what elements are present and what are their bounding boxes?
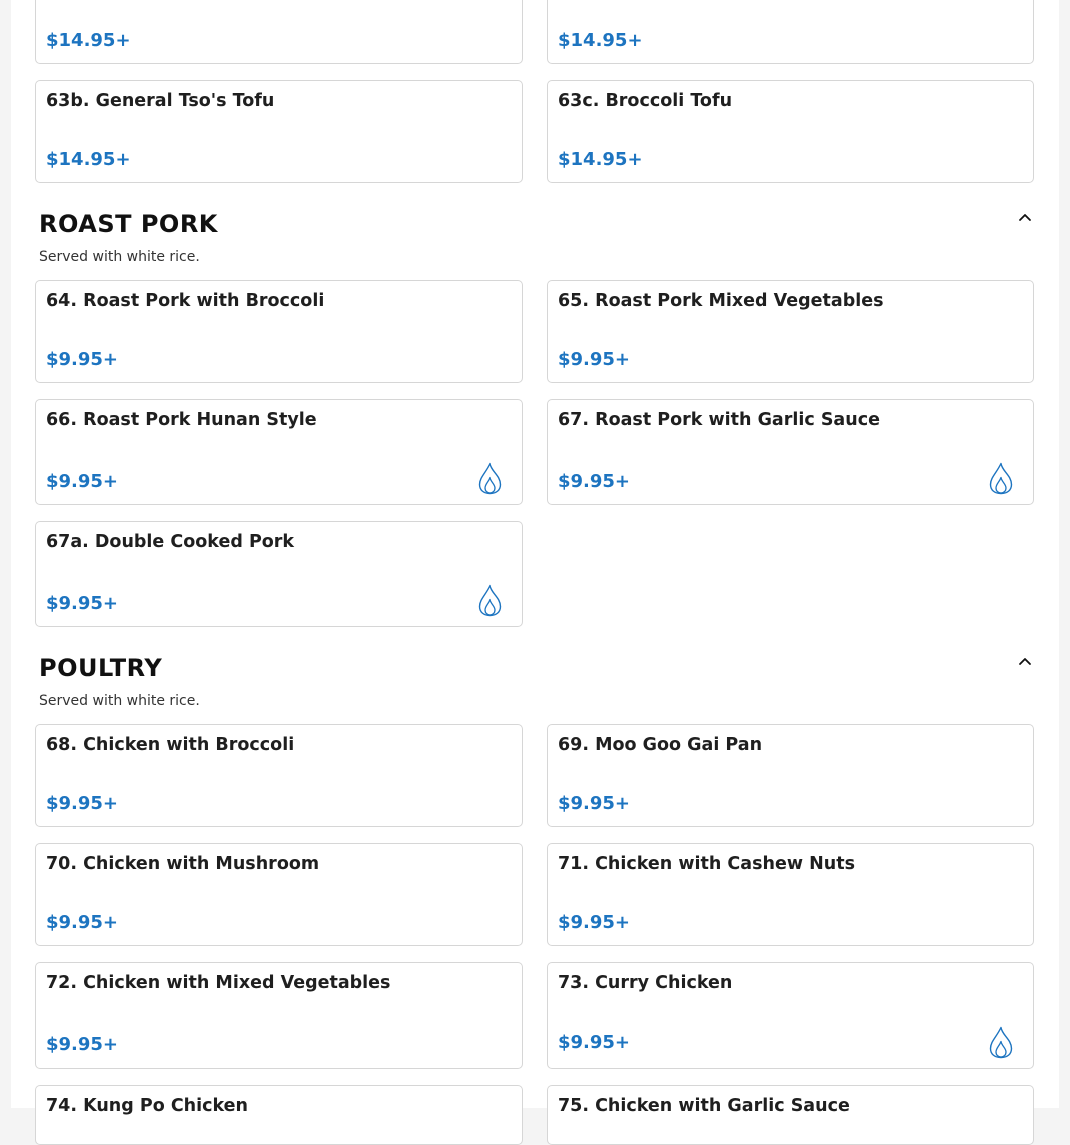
item-price: $14.95+ bbox=[46, 149, 131, 170]
item-price: $9.95+ bbox=[558, 793, 631, 814]
item-price: $9.95+ bbox=[46, 471, 119, 492]
flame-icon bbox=[987, 462, 1015, 495]
item-name: 68. Chicken with Broccoli bbox=[46, 735, 295, 755]
collapse-roast-pork-button[interactable] bbox=[1013, 205, 1037, 229]
chevron-up-icon bbox=[1017, 209, 1033, 225]
collapse-poultry-button[interactable] bbox=[1013, 649, 1037, 673]
menu-item-card[interactable] bbox=[547, 724, 1034, 827]
item-price: $9.95+ bbox=[46, 912, 119, 933]
item-name: 75. Chicken with Garlic Sauce bbox=[558, 1096, 850, 1116]
menu-item-card[interactable] bbox=[547, 80, 1034, 183]
menu-item-card[interactable] bbox=[35, 724, 523, 827]
flame-icon bbox=[987, 1026, 1015, 1059]
item-name: 63b. General Tso's Tofu bbox=[46, 91, 275, 111]
section-description-poultry: Served with white rice. bbox=[39, 693, 200, 709]
flame-icon bbox=[476, 584, 504, 617]
menu-item-card[interactable] bbox=[35, 521, 523, 627]
item-name: 72. Chicken with Mixed Vegetables bbox=[46, 973, 391, 993]
item-price: $9.95+ bbox=[46, 793, 119, 814]
item-price: $9.95+ bbox=[46, 1034, 119, 1055]
item-name: 74. Kung Po Chicken bbox=[46, 1096, 248, 1116]
item-price: $9.95+ bbox=[558, 912, 631, 933]
item-price: $9.95+ bbox=[46, 593, 119, 614]
menu-page bbox=[11, 0, 1059, 1116]
menu-item-card[interactable] bbox=[35, 280, 523, 383]
item-price: $14.95+ bbox=[46, 30, 131, 51]
section-title-poultry: POULTRY bbox=[39, 654, 163, 682]
menu-item-card[interactable] bbox=[547, 962, 1034, 1069]
item-price: $9.95+ bbox=[558, 471, 631, 492]
menu-item-card[interactable] bbox=[547, 399, 1034, 505]
section-description-roast-pork: Served with white rice. bbox=[39, 249, 200, 265]
item-price: $9.95+ bbox=[558, 349, 631, 370]
chevron-up-icon bbox=[1017, 653, 1033, 669]
menu-item-card[interactable] bbox=[35, 399, 523, 505]
item-price: $9.95+ bbox=[558, 1032, 631, 1053]
menu-item-card[interactable] bbox=[35, 80, 523, 183]
menu-item-card[interactable] bbox=[35, 843, 523, 946]
section-title-roast-pork: ROAST PORK bbox=[39, 210, 218, 238]
item-name: 63c. Broccoli Tofu bbox=[558, 91, 733, 111]
menu-item-card[interactable] bbox=[35, 962, 523, 1069]
item-name: 66. Roast Pork Hunan Style bbox=[46, 410, 317, 430]
flame-icon bbox=[476, 462, 504, 495]
menu-item-card[interactable] bbox=[547, 843, 1034, 946]
item-price: $14.95+ bbox=[558, 149, 643, 170]
menu-item-card[interactable] bbox=[35, 1085, 523, 1145]
menu-item-card[interactable] bbox=[547, 1085, 1034, 1145]
item-name: 67. Roast Pork with Garlic Sauce bbox=[558, 410, 880, 430]
menu-item-card[interactable] bbox=[547, 280, 1034, 383]
menu-item-card[interactable] bbox=[35, 0, 523, 64]
item-name: 64. Roast Pork with Broccoli bbox=[46, 291, 325, 311]
menu-item-card[interactable] bbox=[547, 0, 1034, 64]
item-name: 65. Roast Pork Mixed Vegetables bbox=[558, 291, 884, 311]
item-price: $14.95+ bbox=[558, 30, 643, 51]
item-name: 70. Chicken with Mushroom bbox=[46, 854, 320, 874]
item-name: 69. Moo Goo Gai Pan bbox=[558, 735, 763, 755]
item-name: 73. Curry Chicken bbox=[558, 973, 733, 993]
item-name: 71. Chicken with Cashew Nuts bbox=[558, 854, 855, 874]
item-name: 67a. Double Cooked Pork bbox=[46, 532, 295, 552]
item-price: $9.95+ bbox=[46, 349, 119, 370]
